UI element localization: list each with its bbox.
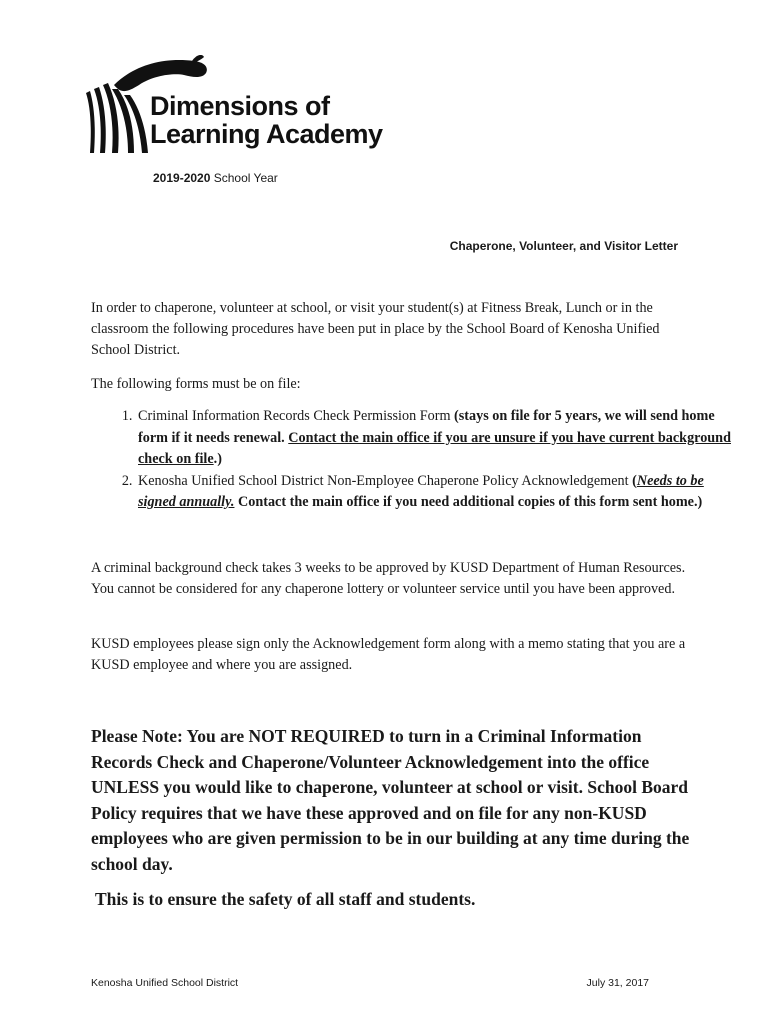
form-note-underlined: Contact the main office if you are unsure if you have current background check on file — [138, 429, 731, 467]
list-item — [136, 406, 731, 471]
school-year-value: 2019-2020 — [153, 171, 211, 185]
school-year — [153, 171, 278, 185]
letter-title: Chaperone, Volunteer, and Visitor Letter — [449, 239, 678, 253]
form-name: Criminal Information Records Check Permission Form — [138, 408, 451, 424]
employee-paragraph: KUSD employees please sign only the Acknowledgement form along with a memo stating that you are a KUSD employee and where you are assigned. — [91, 636, 686, 673]
footer-date: July 31, 2017 — [586, 977, 649, 989]
academy-name — [150, 92, 383, 148]
form-note: (stays on file for 5 years, we will send home form if it needs renewal. — [138, 408, 715, 446]
background-check-paragraph: A criminal background check takes 3 weeks to be approved by KUSD Department of Human Resources. You cannot be considered for any chaperone lottery or volunteer service until you have been approved. — [91, 560, 686, 597]
form-name: Kenosha Unified School District Non-Employee Chaperone Policy Acknowledgement — [138, 472, 629, 489]
form-note-italic: Needs to be signed annually. — [138, 472, 704, 510]
list-item — [136, 471, 731, 514]
safety-statement: This is to ensure the safety of all staff and students. — [95, 889, 476, 909]
school-year-label: School Year — [213, 171, 278, 185]
logo-text-line1: Dimensions of — [150, 91, 330, 121]
form-note-open: ( — [632, 472, 637, 489]
required-forms-list — [91, 406, 731, 514]
form-note: Contact the main office if you need additional copies of this form sent home.) — [234, 494, 703, 510]
please-note: Please Note: You are NOT REQUIRED to turn in a Criminal Information Records Check and Chaperone/Volunteer Acknowledgement into the office UNLESS you would like to chaperone, volunteer at school or visit. School Board Policy requires that we have these approved and on file for any non-KUSD employees who are given permission to be in our building at any time during the school day. — [91, 726, 690, 874]
logo-text-line2: Learning Academy — [150, 119, 383, 149]
footer-district: Kenosha Unified School District — [91, 977, 239, 989]
form-note-end: .) — [213, 451, 222, 467]
intro-paragraph: In order to chaperone, volunteer at school, or visit your student(s) at Fitness Break, Lunch or in the classroom the following procedures have been put in place by the School Board of Kenosha Unified School District. — [91, 300, 660, 358]
forms-heading: The following forms must be on file: — [91, 376, 301, 392]
